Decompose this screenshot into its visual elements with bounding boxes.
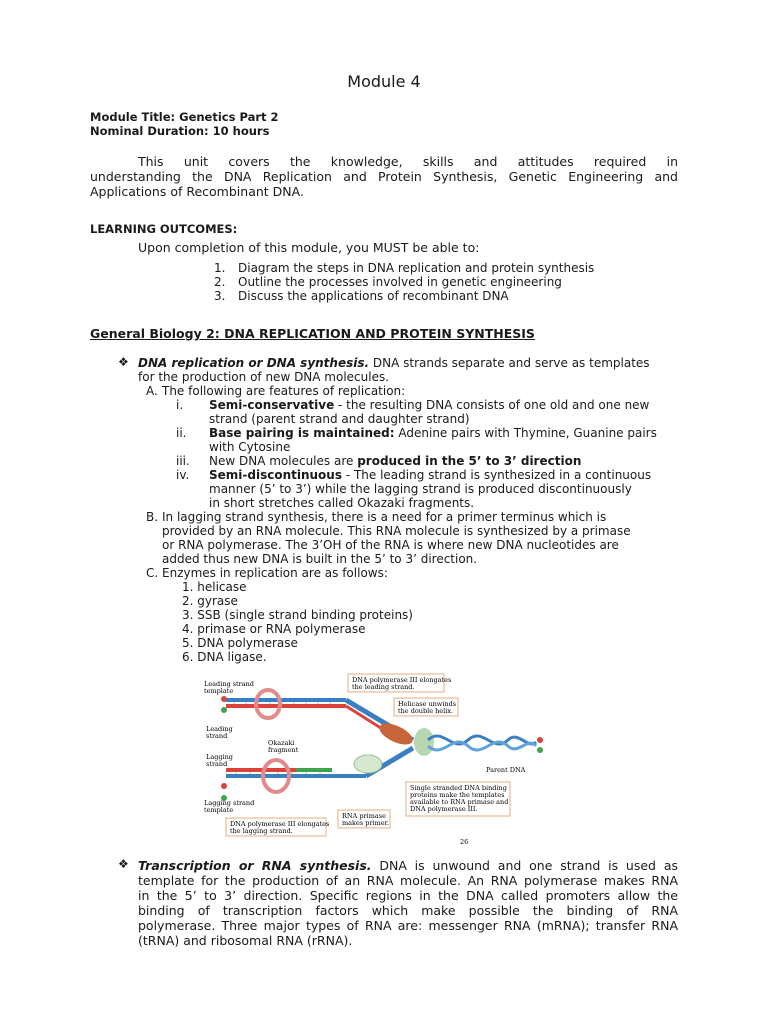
feature-iv-l1: - The leading strand is synthesized in a continuous (342, 468, 652, 482)
feature-iv-line-1 (209, 468, 651, 482)
callout-primase-2: makes primer. (342, 819, 390, 827)
transcription-line-6: (tRNA) and ribosomal RNA (rRNA). (138, 933, 353, 948)
transcription-line-5: polymerase. Three major types of RNA are: messenger RNA (mRNA); transfer RNA (138, 918, 678, 933)
intro-line-3: Applications of Recombinant DNA. (90, 184, 304, 199)
callout-ssb-2: proteins make the templates (410, 791, 505, 799)
outcome-3-text: Discuss the applications of recombinant DNA (238, 289, 509, 303)
item-a-letter: A. (146, 384, 158, 398)
item-b-line-1: In lagging strand synthesis, there is a need for a primer terminus which is (162, 510, 607, 524)
replication-rest: DNA strands separate and serve as templates (369, 356, 650, 370)
dna-replication-figure (198, 668, 550, 846)
strand-end-green (221, 707, 227, 713)
feature-i-line-1 (209, 398, 649, 412)
enzyme-item: 5. DNA polymerase (182, 636, 298, 650)
outcome-1-num: 1. (214, 261, 226, 275)
feature-iii-pre: New DNA molecules are (209, 454, 358, 468)
label-okazaki-1: Okazaki (268, 739, 295, 747)
item-a-text: The following are features of replication: (162, 384, 406, 398)
nominal-duration: Nominal Duration: 10 hours (90, 124, 270, 138)
diamond-bullet-icon: ❖ (118, 857, 129, 871)
label-lagging-strand-2: strand (206, 760, 228, 768)
leading-base-pairs (234, 702, 330, 704)
strand-end-red (221, 696, 227, 702)
strand-end-red (221, 783, 227, 789)
strand-end-green (537, 747, 543, 753)
transcription-line-1 (138, 858, 678, 873)
item-c-text: Enzymes in replication are as follows: (162, 566, 388, 580)
module-heading: Module 4 (347, 72, 421, 91)
feature-iii-num: iii. (176, 454, 190, 468)
feature-iv-line-2: manner (5’ to 3’) while the lagging strand is produced discontinuously (209, 482, 632, 496)
item-b-line-2: provided by an RNA molecule. This RNA molecule is synthesized by a primase (162, 524, 631, 538)
label-leading-strand-1: Leading (206, 725, 233, 733)
label-leading-template-2: template (204, 687, 234, 695)
outcome-2-num: 2. (214, 275, 226, 289)
label-lagging-strand-1: Lagging (206, 753, 233, 761)
transcription-rest: DNA is unwound and one strand is used as (371, 858, 678, 873)
feature-iii-term: produced in the 5’ to 3’ direction (357, 454, 582, 468)
callout-primase-1: RNA primase (342, 812, 386, 820)
item-b-letter: B. (146, 510, 159, 524)
transcription-term: Transcription or RNA synthesis. (138, 858, 372, 873)
parent-dna-helix-strand-1 (428, 736, 536, 744)
feature-ii-l1: Adenine pairs with Thymine, Guanine pairs (394, 426, 657, 440)
callout-pol3-leading-2: the leading strand. (352, 683, 415, 691)
callout-helicase-1: Helicase unwinds (398, 700, 457, 708)
leading-template-strand (226, 698, 346, 702)
enzyme-item: 3. SSB (single strand binding proteins) (182, 608, 413, 622)
transcription-line-4: binding of transcription factors which make possible the binding of RNA (138, 903, 678, 918)
transcription-line-2: template for the production of an RNA molecule. An RNA polymerase makes RNA (138, 873, 678, 888)
outcome-1-text: Diagram the steps in DNA replication and protein synthesis (238, 261, 595, 275)
learning-outcomes-heading: LEARNING OUTCOMES: (90, 222, 238, 236)
label-leading-strand-2: strand (206, 732, 228, 740)
diamond-bullet-icon: ❖ (118, 355, 129, 369)
strand-end-red (537, 737, 543, 743)
item-b-line-3: or RNA polymerase. The 3’OH of the RNA is where new DNA nucleotides are (162, 538, 619, 552)
feature-i-term: Semi-conservative (209, 398, 335, 412)
lagging-base-pairs (236, 772, 320, 774)
leading-new-strand (226, 704, 346, 708)
item-b-line-4: added thus new DNA is built in the 5’ to 3’ direction. (162, 552, 478, 566)
parent-dna-helix-strand-2 (428, 742, 536, 750)
module-title: Module Title: Genetics Part 2 (90, 110, 279, 124)
transcription-line-3: in the 5’ to 3’ direction. Specific regions in the DNA called promoters allow the (138, 888, 678, 903)
intro-line-1: This unit covers the knowledge, skills and attitudes required in (138, 154, 678, 169)
callout-pol3-lagging-1: DNA polymerase III elongates (230, 820, 330, 828)
feature-iv-num: iv. (176, 468, 190, 482)
feature-iv-term: Semi-discontinuous (209, 468, 342, 482)
okazaki-fragment (296, 768, 332, 772)
feature-ii-term: Base pairing is maintained: (209, 426, 395, 440)
label-lagging-template-1: Lagging strand (204, 799, 255, 807)
callout-pol3-leading-1: DNA polymerase III elongates (352, 676, 452, 684)
label-leading-template-1: Leading strand (204, 680, 254, 688)
label-lagging-template-2: template (204, 806, 234, 814)
replication-line-1 (138, 356, 678, 370)
intro-line-2: understanding the DNA Replication and Protein Synthesis, Genetic Engineering and (90, 169, 678, 184)
figure-page-number: 26 (460, 838, 469, 846)
enzyme-item: 2. gyrase (182, 594, 238, 608)
feature-iii-line-1 (209, 454, 581, 468)
primase-icon (354, 755, 382, 773)
label-okazaki-2: fragment (268, 746, 299, 754)
lagging-template-strand (226, 774, 366, 778)
feature-ii-num: ii. (176, 426, 187, 440)
feature-i-line-2: strand (parent strand and daughter strand) (209, 412, 470, 426)
enzyme-item: 4. primase or RNA polymerase (182, 622, 366, 636)
label-parent-dna: Parent DNA (486, 766, 526, 774)
topoisomerase-icon (414, 728, 434, 756)
item-c-letter: C. (146, 566, 159, 580)
replication-line-2: for the production of new DNA molecules. (138, 370, 390, 384)
feature-ii-line-2: with Cytosine (209, 440, 291, 454)
section-heading: General Biology 2: DNA REPLICATION AND PROTEIN SYNTHESIS (90, 326, 535, 341)
enzyme-item: 1. helicase (182, 580, 247, 594)
callout-helicase-2: the double helix. (398, 707, 454, 715)
callout-pol3-lagging-2: the lagging strand. (230, 827, 293, 835)
outcome-2-text: Outline the processes involved in genetic engineering (238, 275, 562, 289)
feature-ii-line-1 (209, 426, 657, 440)
callout-ssb-3: available to RNA primase and (410, 798, 509, 806)
feature-iv-line-3: in short stretches called Okazaki fragments. (209, 496, 475, 510)
callout-ssb-1: Single stranded DNA binding (410, 784, 507, 792)
learning-outcomes-lead: Upon completion of this module, you MUST be able to: (138, 240, 480, 255)
outcome-3-num: 3. (214, 289, 226, 303)
callout-ssb-4: DNA polymerase III. (410, 805, 478, 813)
feature-i-l1: - the resulting DNA consists of one old and one new (334, 398, 650, 412)
enzyme-item: 6. DNA ligase. (182, 650, 267, 664)
replication-term: DNA replication or DNA synthesis. (138, 356, 370, 370)
feature-i-num: i. (176, 398, 184, 412)
